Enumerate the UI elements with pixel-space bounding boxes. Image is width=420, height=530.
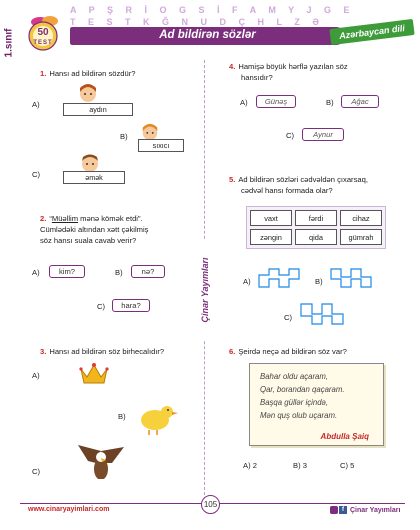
- q5-option-b-label[interactable]: B): [315, 277, 323, 286]
- q1-option-c-label[interactable]: C): [32, 170, 41, 179]
- question-3: 3. Hansı ad bildirən söz birhecalıdır?: [40, 347, 165, 356]
- q5-option-a-label[interactable]: A): [243, 277, 251, 286]
- q6-option-b[interactable]: B) 3: [293, 461, 307, 470]
- page-title-bar: [70, 27, 345, 45]
- q1-option-b-word: sıxıcı: [138, 139, 184, 152]
- q4-option-b-word: Ağac: [341, 95, 379, 108]
- question-5-line2: cədvəl hansı formada olar?: [241, 186, 333, 195]
- q4-option-a-label[interactable]: A): [240, 98, 248, 107]
- table-cell: fərdi: [295, 210, 337, 226]
- question-6: 6. Şeirdə neçə ad bildirən söz var?: [229, 347, 347, 356]
- publisher-vertical: Çinar Yayımları: [198, 240, 212, 340]
- q5-option-c-label[interactable]: C): [284, 313, 293, 322]
- subject-tag: Azərbaycan dili: [329, 19, 414, 45]
- table-cell: cihaz: [340, 210, 382, 226]
- badge-number: 50: [37, 27, 49, 38]
- q2-option-b-word: nə?: [131, 265, 165, 278]
- shape-c-icon: [300, 302, 344, 326]
- q2-option-a-label[interactable]: A): [32, 268, 40, 277]
- table-cell: gümrah: [340, 229, 382, 245]
- girl-face-icon: [77, 82, 99, 104]
- q2-option-c-label[interactable]: C): [97, 302, 106, 311]
- poem-line: Mən quş olub uçaram.: [260, 411, 338, 420]
- footer-url[interactable]: www.cinaryayimlari.com: [28, 506, 110, 513]
- q1-option-a-label[interactable]: A): [32, 100, 40, 109]
- table-cell: qida: [295, 229, 337, 245]
- q1-option-b-label[interactable]: B): [120, 132, 128, 141]
- q4-option-c-label[interactable]: C): [286, 131, 295, 140]
- question-1: 1. Hansı ad bildirən sözdür?: [40, 69, 136, 78]
- page-number: 105: [201, 495, 220, 514]
- q4-option-b-label[interactable]: B): [326, 98, 334, 107]
- poem-line: Qar, borandan qaçaram.: [260, 385, 345, 394]
- eagle-icon: [76, 441, 126, 489]
- q3-option-a-label[interactable]: A): [32, 371, 40, 380]
- shape-a-icon: [258, 267, 300, 289]
- q3-option-b-label[interactable]: B): [118, 412, 126, 421]
- grade-label: 1.sınıf: [3, 28, 15, 58]
- q2-option-c-word: hara?: [112, 299, 150, 312]
- q1-option-a-word: aydın: [63, 103, 133, 116]
- q2-option-b-label[interactable]: B): [115, 268, 123, 277]
- question-4: 4. Hamişə böyük hərflə yazılan söz: [229, 62, 348, 71]
- q1-option-c-word: əmək: [63, 171, 125, 184]
- instagram-icon: [330, 506, 338, 514]
- question-2-line3: söz hansı suala cavab verir?: [40, 236, 137, 245]
- q6-option-a[interactable]: A) 2: [243, 461, 257, 470]
- q2-option-a-word: kim?: [49, 265, 85, 278]
- chick-icon: [135, 400, 179, 436]
- facebook-icon: f: [339, 506, 347, 514]
- poem-line: Bahar oldu açaram,: [260, 372, 329, 381]
- word-table: [246, 206, 386, 249]
- decorative-letters: A P Ş R İ O G S İ F A M Y J G E T E S T K Ğ N U D Ç H L Z Ə: [70, 5, 355, 27]
- poem-card: [249, 363, 384, 446]
- page-title: Ad bildirən sözlər: [159, 29, 256, 41]
- table-cell: vaxt: [250, 210, 292, 226]
- shape-b-icon: [330, 267, 372, 289]
- question-2: 2. “Müəllim mənə kömək etdi”.: [40, 214, 143, 223]
- poem-signature: Abdulla Şaiq: [320, 432, 369, 441]
- q6-option-c[interactable]: C) 5: [340, 461, 355, 470]
- footer-publisher: f Çinar Yayımları: [330, 506, 400, 514]
- question-5: 5. Ad bildirən sözləri cədvəldən çıxarsaq,: [229, 175, 368, 184]
- badge-text: TEST: [33, 40, 53, 46]
- question-2-line2: Cümlədəki altından xətt çəkilmiş: [40, 225, 149, 234]
- q4-option-a-word: Günəş: [256, 95, 296, 108]
- q4-option-c-word: Aynur: [302, 128, 344, 141]
- crown-icon: [79, 361, 109, 387]
- question-4-line2: hansıdır?: [241, 73, 273, 82]
- table-cell: zəngin: [250, 229, 292, 245]
- q3-option-c-label[interactable]: C): [32, 467, 41, 476]
- poem-line: Başqa güllər içində,: [260, 398, 329, 407]
